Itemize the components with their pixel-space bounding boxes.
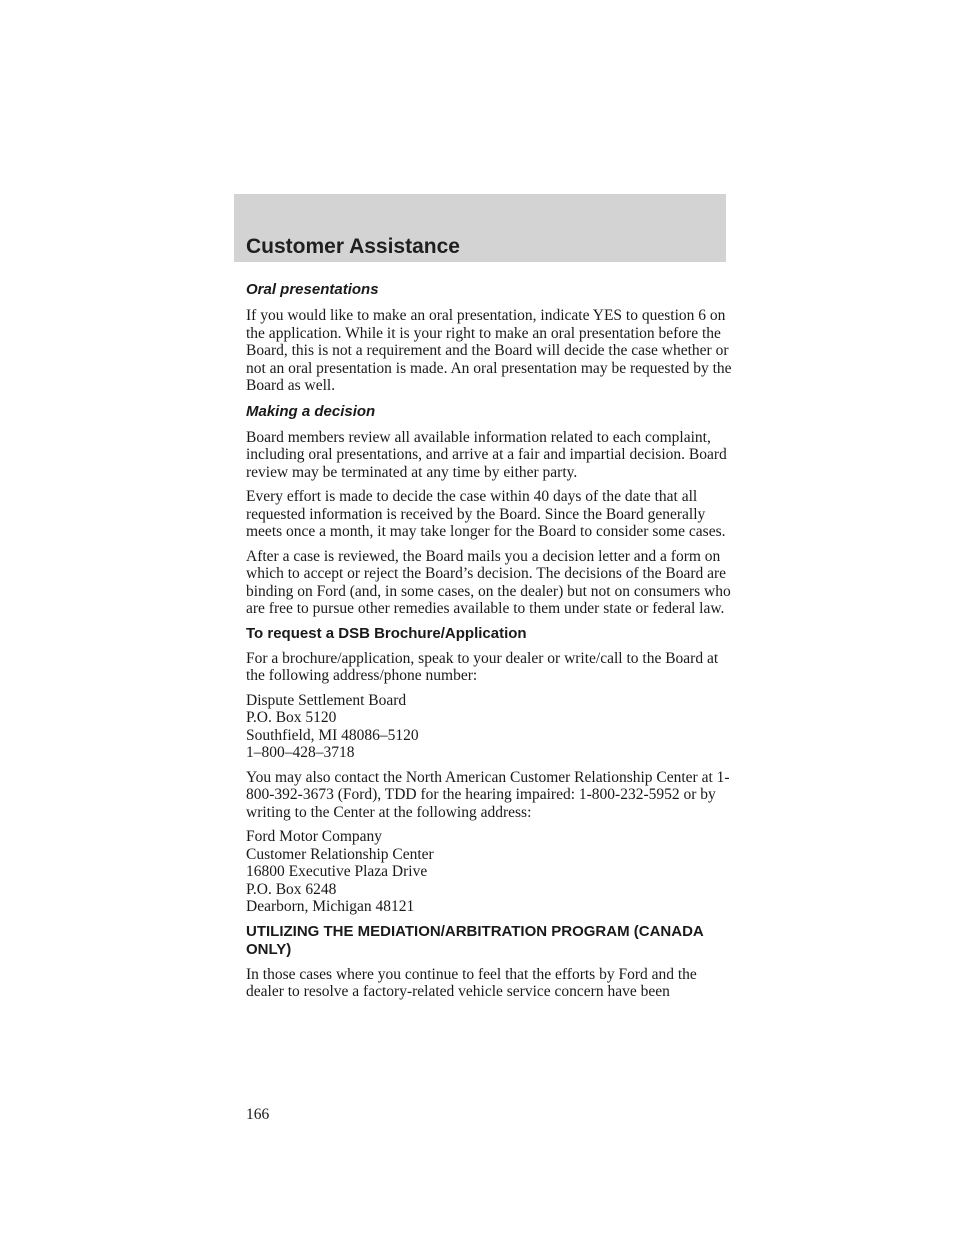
address-line: P.O. Box 5120 xyxy=(246,709,337,726)
section-title: Customer Assistance xyxy=(246,235,460,258)
paragraph-decision-letter: After a case is reviewed, the Board mails you a decision letter and a form on which to accept or reject the Board’s decision. The decisions of the Board are binding on Ford (and, in some cases, on the dealer) but not on consumers who are free to pursue other remedies available to them under state or federal law. xyxy=(246,547,731,617)
address-ford-motor-company xyxy=(246,828,736,916)
paragraph-board-review: Board members review all available information related to each complaint, including oral presentations, and arrive at a fair and impartial decision. Board review may be terminated at any time by either party. xyxy=(246,428,727,481)
page-number: 166 xyxy=(246,1106,270,1123)
address-line: Ford Motor Company xyxy=(246,828,383,845)
address-line: Dispute Settlement Board xyxy=(246,691,407,709)
paragraph-mediation-arbitration: In those cases where you continue to feel that the efforts by Ford and the dealer to resolve a factory-related vehicle service concern have been xyxy=(246,965,697,1000)
address-line: Dearborn, Michigan 48121 xyxy=(246,898,415,915)
heading-making-a-decision: Making a decision xyxy=(246,402,376,420)
paragraph-decision-timing: Every effort is made to decide the case within 40 days of the date that all requested information is received by the Board. Since the Board generally meets once a month, it may take longer for the Board to consider some cases. xyxy=(246,488,726,540)
phone-number: 1–800–428–3718 xyxy=(246,744,355,761)
heading-request-brochure: To request a DSB Brochure/Application xyxy=(246,624,527,642)
paragraph-oral-presentations: If you would like to make an oral presentation, indicate YES to question 6 on the application. While it is your right to make an oral presentation before the Board, this is not a requirement and the Board will decide the case whether or not an oral presentation is made. An oral presentation may be requested by the Board as well. xyxy=(246,307,732,394)
address-line: Customer Relationship Center xyxy=(246,845,434,863)
heading-oral-presentations: Oral presentations xyxy=(246,281,379,298)
address-line: 16800 Executive Plaza Drive xyxy=(246,863,428,880)
address-line: P.O. Box 6248 xyxy=(246,880,337,898)
paragraph-request-brochure: For a brochure/application, speak to your dealer or write/call to the Board at the following address/phone number: xyxy=(246,649,719,684)
page-content xyxy=(246,280,736,1008)
address-dispute-settlement-board xyxy=(246,692,736,762)
paragraph-customer-relationship-center: You may also contact the North American Customer Relationship Center at 1-800-392-3673 (Ford), TDD for the hearing impaired: 1-800-232-5952 or by writing to the Center at the following address: xyxy=(246,768,730,821)
address-line: Southfield, MI 48086–5120 xyxy=(246,726,419,744)
heading-mediation-arbitration: UTILIZING THE MEDIATION/ARBITRATION PROGRAM (CANADA ONLY) xyxy=(246,922,704,958)
